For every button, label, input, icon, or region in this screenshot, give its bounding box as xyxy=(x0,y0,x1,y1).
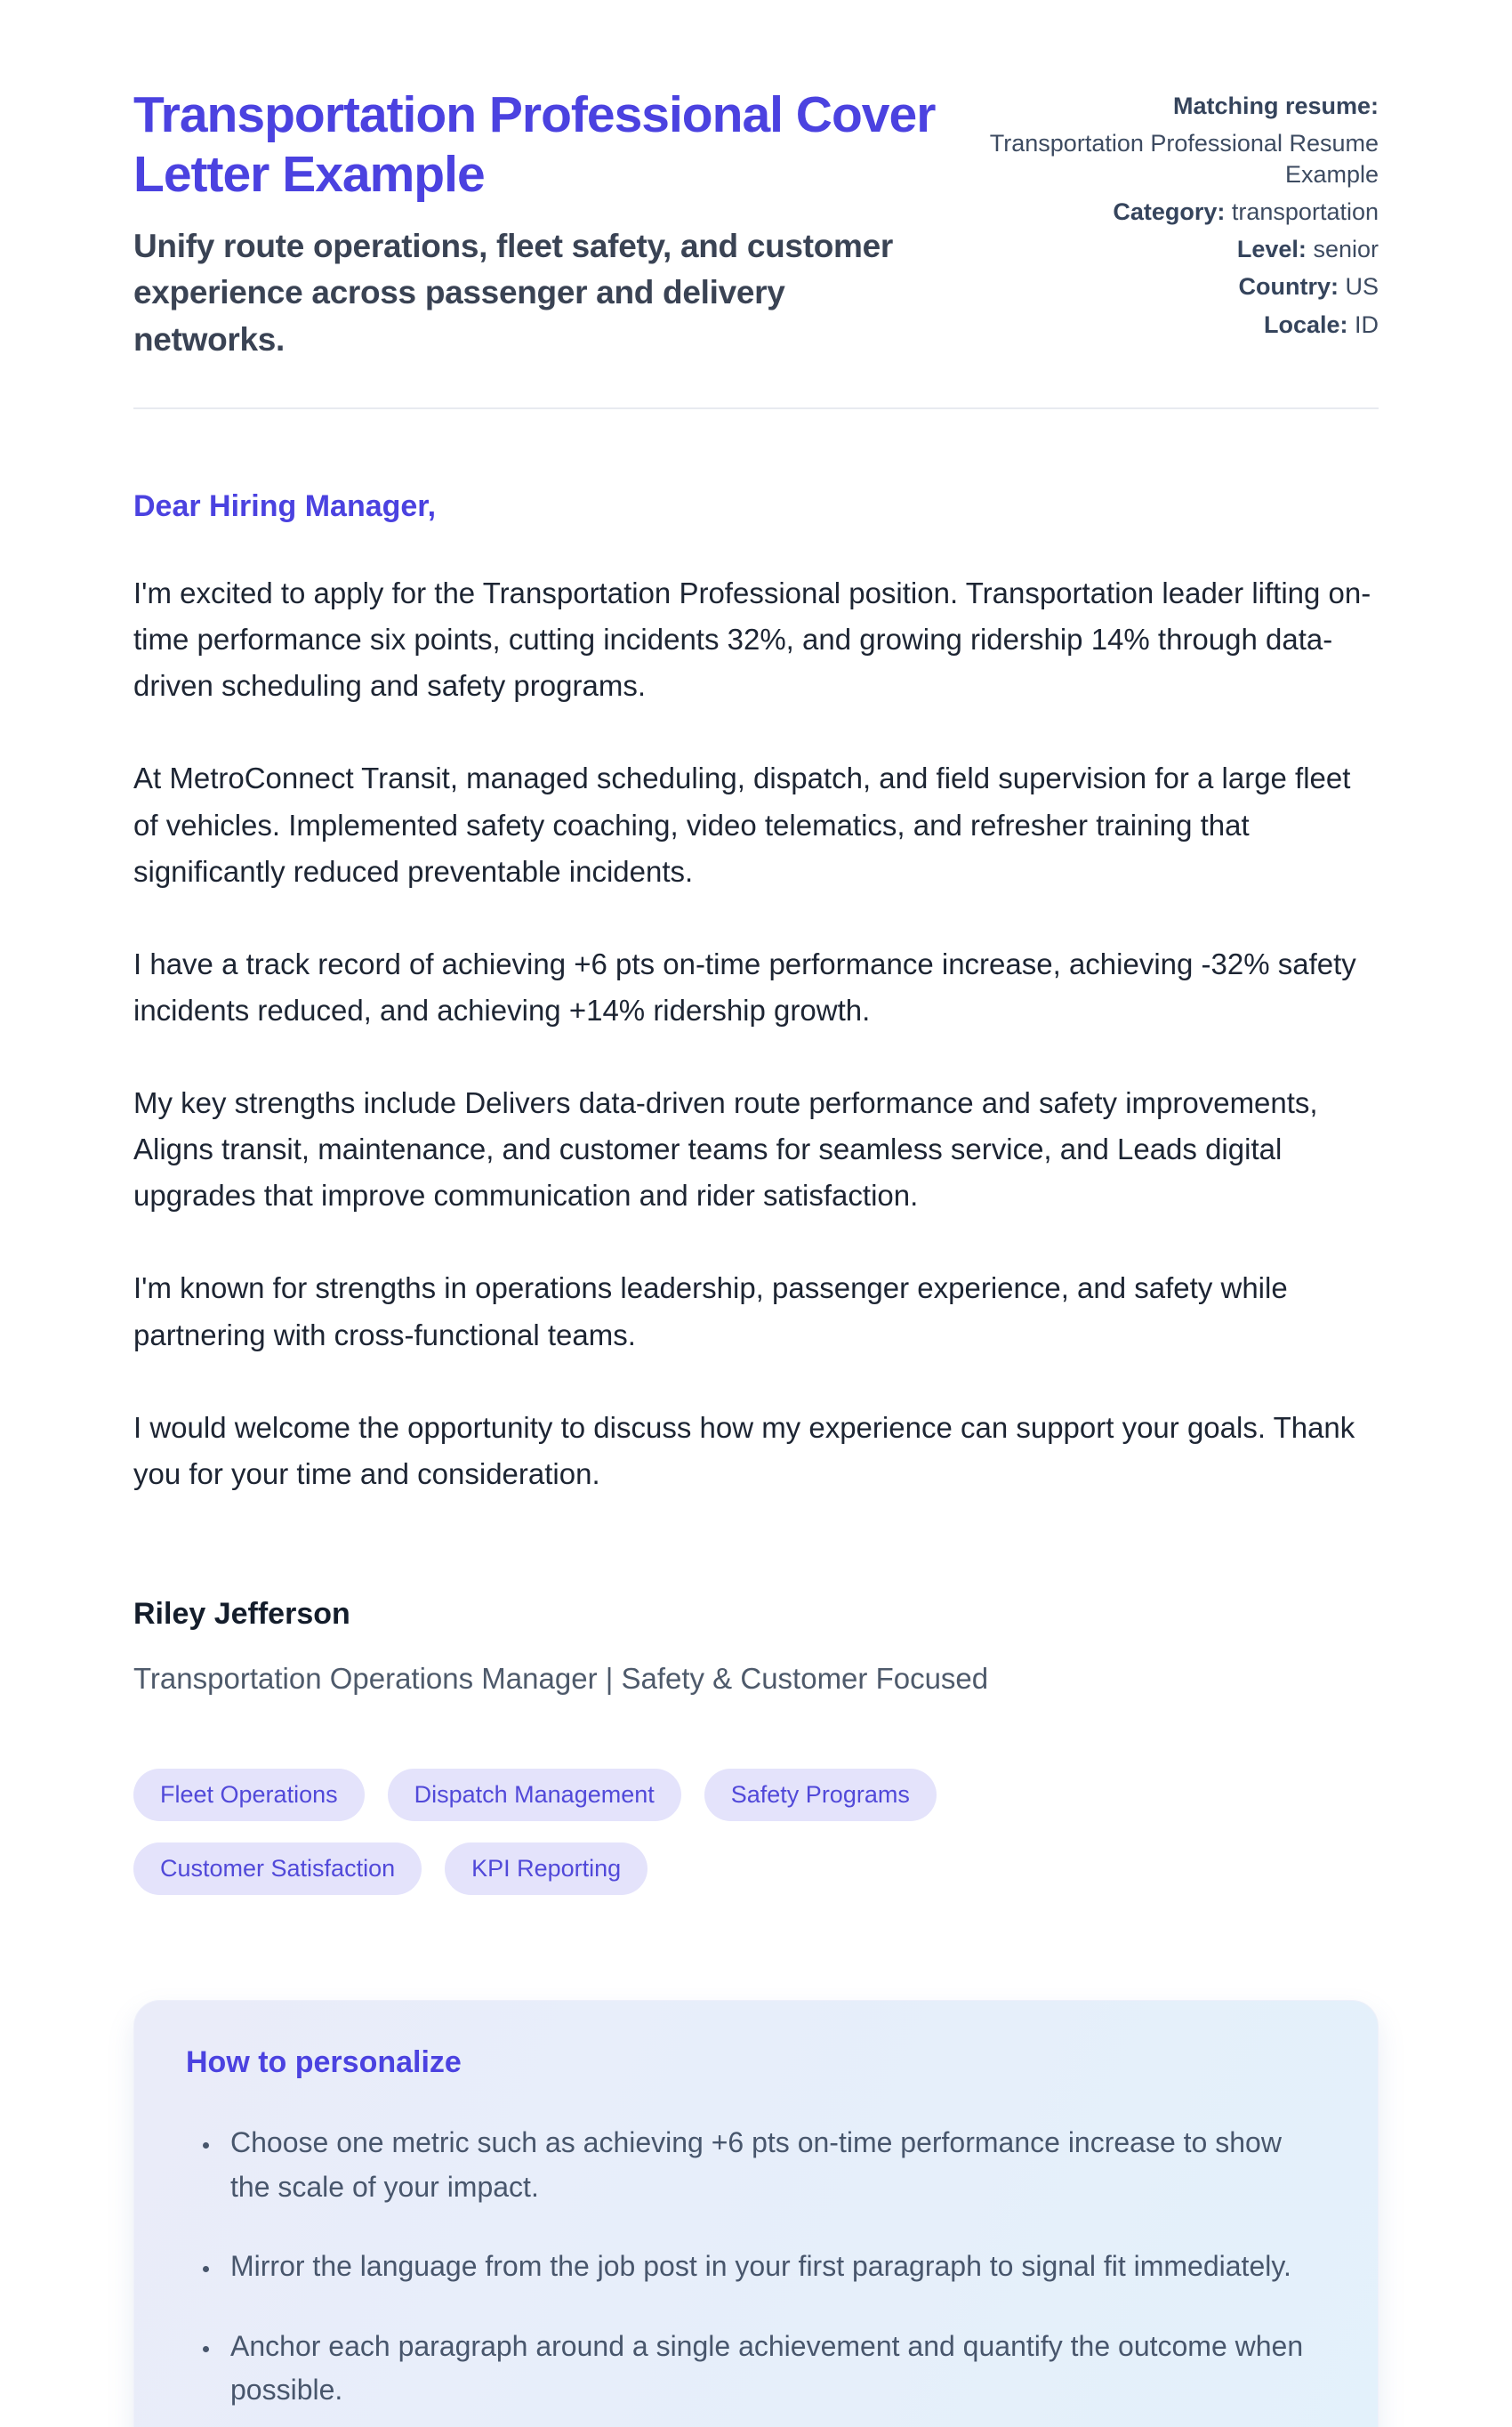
tag-customer-satisfaction: Customer Satisfaction xyxy=(133,1842,422,1895)
tag-fleet-operations: Fleet Operations xyxy=(133,1769,365,1821)
letter-paragraph-3: I have a track record of achieving +6 pts on-time performance increase, achieving -32% safety incidents reduced, and achieving +14% ridership growth. xyxy=(133,947,1356,1027)
skill-tag-list xyxy=(133,1769,1201,1895)
tag-safety-programs: Safety Programs xyxy=(704,1769,937,1821)
personalize-box xyxy=(133,2000,1379,2427)
resume-meta-block xyxy=(961,85,1379,347)
header-title-block xyxy=(133,85,938,363)
locale-label: Locale: xyxy=(1263,310,1348,338)
personalize-tip-2: • Mirror the language from the job post in your first paragraph to signal fit immediately. xyxy=(221,2245,1326,2289)
personalize-tip-list xyxy=(186,2121,1326,2413)
signature-role: Transportation Operations Manager | Safety & Customer Focused xyxy=(133,1661,989,1695)
letter-paragraph-5: I'm known for strengths in operations leadership, passenger experience, and safety while partnering with cross-functional teams. xyxy=(133,1271,1288,1351)
matching-resume-label-text: Matching resume: xyxy=(1172,93,1379,119)
letter-paragraph-1: I'm excited to apply for the Transportation Professional position. Transportation leader lifting on-time performance six points, cutting incidents 32%, and growing ridership 14% through data-driven scheduling and safety programs. xyxy=(133,577,1371,703)
locale-value: ID xyxy=(1355,310,1379,338)
meta-locale xyxy=(961,310,1379,341)
country-value: US xyxy=(1345,273,1379,301)
personalize-tip-3: • Anchor each paragraph around a single achievement and quantify the outcome when possible. xyxy=(221,2325,1326,2413)
category-value: transportation xyxy=(1231,198,1379,226)
tag-kpi-reporting: KPI Reporting xyxy=(445,1842,647,1895)
meta-level xyxy=(961,234,1379,265)
personalize-heading: How to personalize xyxy=(186,2044,462,2079)
letter-greeting: Dear Hiring Manager, xyxy=(133,489,437,524)
page-header xyxy=(133,85,1379,363)
letter-paragraph-6: I would welcome the opportunity to discuss how my experience can support your goals. Thank you for your time and consideration. xyxy=(133,1410,1355,1490)
letter-paragraph-2: At MetroConnect Transit, managed scheduling, dispatch, and field supervision for a large fleet of vehicles. Implemented safety coaching, video telematics, and refresher training that significantly reduced preventable incidents. xyxy=(133,762,1351,888)
category-label: Category: xyxy=(1113,198,1226,226)
letter-paragraph-4: My key strengths include Delivers data-driven route performance and safety improvements, Aligns transit, maintenance, and customer teams for seamless service, and Leads digital upgrades that improve communication and rider satisfaction. xyxy=(133,1086,1318,1213)
page-title: Transportation Professional Cover Letter Example xyxy=(133,86,936,204)
matching-resume-value: Transportation Professional Resume Example xyxy=(989,130,1379,189)
meta-category xyxy=(961,197,1379,228)
page-subtitle: Unify route operations, fleet safety, and customer experience across passenger and delivery networks. xyxy=(133,227,893,358)
tag-dispatch-management: Dispatch Management xyxy=(388,1769,681,1821)
header-divider xyxy=(133,407,1379,409)
signature-name: Riley Jefferson xyxy=(133,1596,350,1631)
country-label: Country: xyxy=(1238,273,1339,301)
matching-resume-label xyxy=(961,91,1379,122)
level-value: senior xyxy=(1313,236,1379,263)
meta-country xyxy=(961,271,1379,302)
level-label: Level: xyxy=(1236,236,1307,263)
personalize-tip-1: • Choose one metric such as achieving +6 pts on-time performance increase to show the scale of your impact. xyxy=(221,2121,1326,2209)
